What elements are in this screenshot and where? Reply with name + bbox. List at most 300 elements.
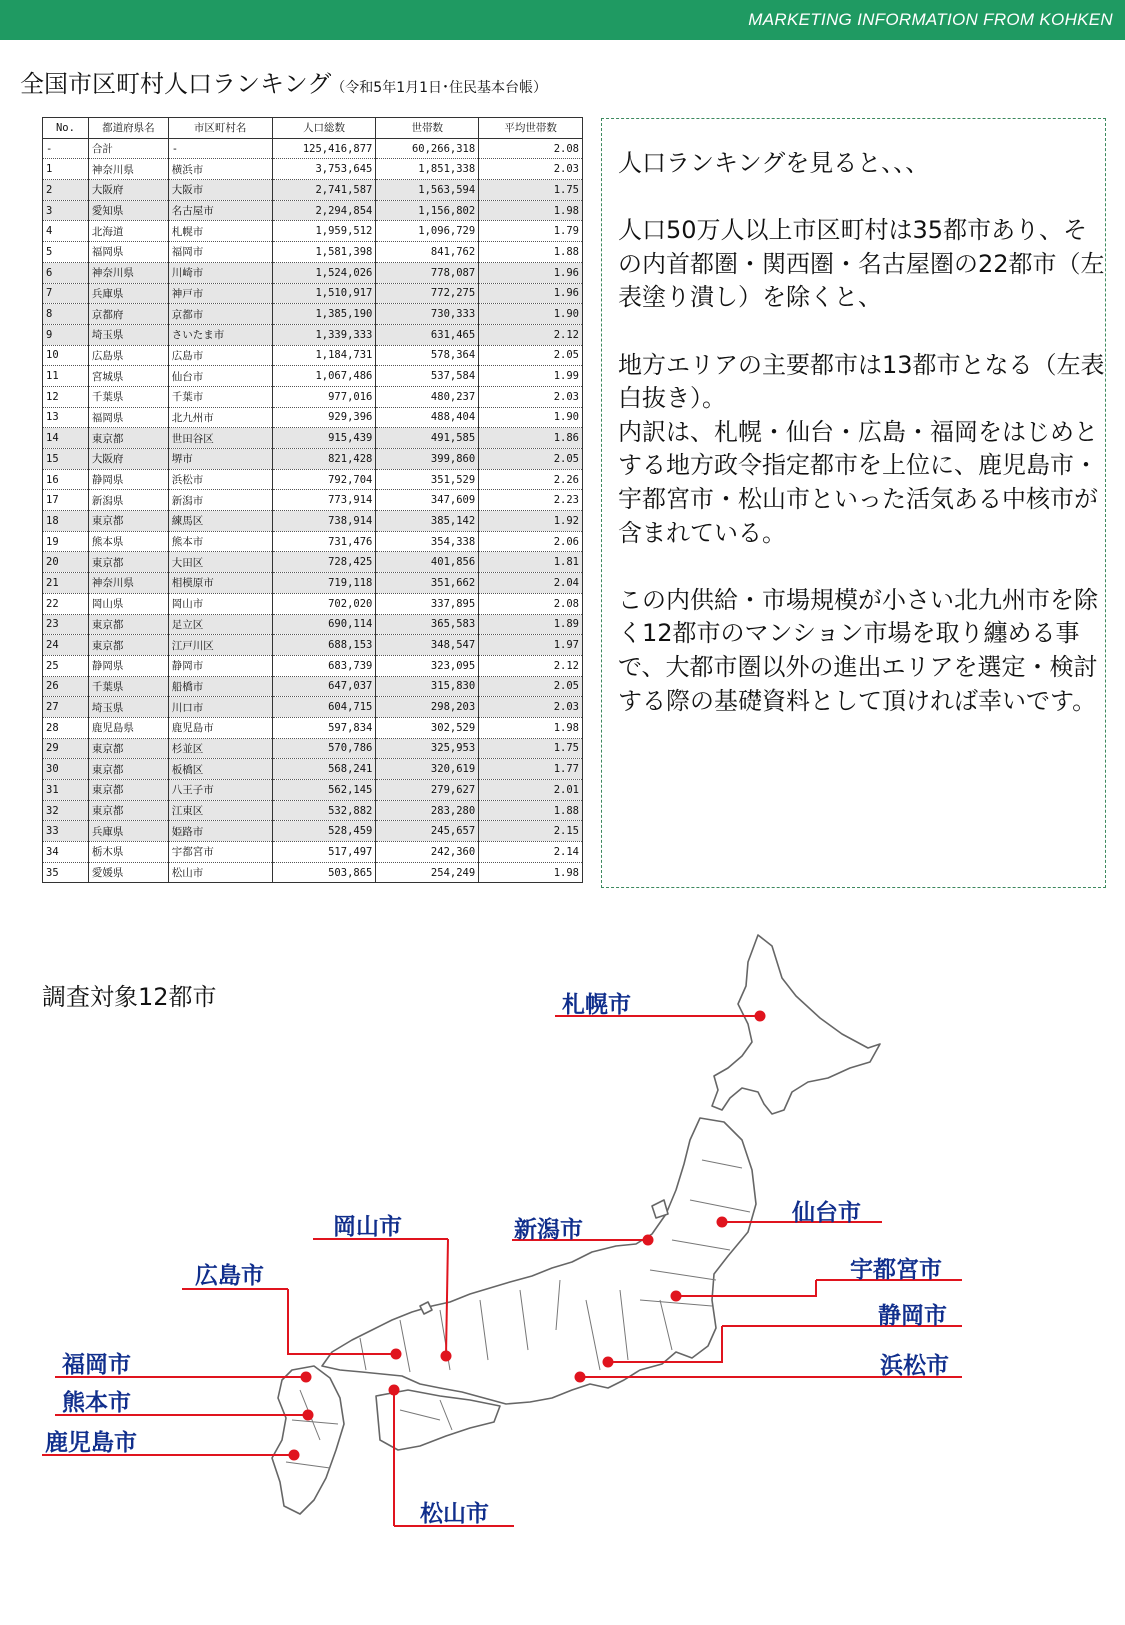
table-cell: 1.88 xyxy=(479,242,583,263)
table-cell: 337,895 xyxy=(376,593,479,614)
sado-island-shape xyxy=(652,1200,668,1218)
table-cell: 578,364 xyxy=(376,345,479,366)
table-row xyxy=(43,738,583,759)
table-row xyxy=(43,469,583,490)
table-cell: 岡山市 xyxy=(168,593,272,614)
table-cell: 千葉市 xyxy=(168,386,272,407)
table-cell: 堺市 xyxy=(168,449,272,470)
table-cell: 熊本市 xyxy=(168,531,272,552)
table-cell: 1.96 xyxy=(479,262,583,283)
column-header: 都道府県名 xyxy=(88,118,168,139)
table-cell: 35 xyxy=(43,862,89,883)
table-row xyxy=(43,490,583,511)
city-marker xyxy=(575,1372,586,1383)
table-cell: 神奈川県 xyxy=(88,573,168,594)
table-cell: 23 xyxy=(43,614,89,635)
table-cell: 929,396 xyxy=(272,407,376,428)
table-cell: 1,339,333 xyxy=(272,324,376,345)
city-label: 静岡市 xyxy=(878,1303,947,1329)
table-cell: 325,953 xyxy=(376,738,479,759)
table-cell: 14 xyxy=(43,428,89,449)
table-cell: 1,510,917 xyxy=(272,283,376,304)
column-header: No. xyxy=(43,118,89,139)
table-cell: 8 xyxy=(43,304,89,325)
table-cell: 15 xyxy=(43,449,89,470)
table-cell: 568,241 xyxy=(272,759,376,780)
table-cell: 1,851,338 xyxy=(376,159,479,180)
table-row xyxy=(43,180,583,201)
city-label: 熊本市 xyxy=(62,1390,131,1416)
table-cell: 世田谷区 xyxy=(168,428,272,449)
table-cell: 1.98 xyxy=(479,717,583,738)
table-cell: 778,087 xyxy=(376,262,479,283)
table-cell: 2.03 xyxy=(479,386,583,407)
city-marker xyxy=(717,1217,728,1228)
table-cell: 2.12 xyxy=(479,655,583,676)
table-cell: 岡山県 xyxy=(88,593,168,614)
table-cell: 351,529 xyxy=(376,469,479,490)
table-cell: 東京都 xyxy=(88,428,168,449)
table-cell: 517,497 xyxy=(272,842,376,863)
table-row xyxy=(43,345,583,366)
table-cell: 11 xyxy=(43,366,89,387)
commentary-paragraph: 人口50万人以上市区町村は35都市あり、その内首都圏・関西圏・名古屋圏の22都市（左表塗り潰し）を除くと、 xyxy=(618,216,1105,312)
table-cell: 広島市 xyxy=(168,345,272,366)
city-label: 浜松市 xyxy=(880,1353,949,1379)
table-row xyxy=(43,511,583,532)
table-cell: 7 xyxy=(43,283,89,304)
table-cell: 兵庫県 xyxy=(88,821,168,842)
city-marker xyxy=(755,1011,766,1022)
japan-map xyxy=(0,900,1125,1625)
table-cell: 愛媛県 xyxy=(88,862,168,883)
table-cell: 365,583 xyxy=(376,614,479,635)
table-cell: 348,547 xyxy=(376,635,479,656)
table-row xyxy=(43,697,583,718)
table-cell: 横浜市 xyxy=(168,159,272,180)
table-row xyxy=(43,759,583,780)
table-cell: 9 xyxy=(43,324,89,345)
table-cell: 船橋市 xyxy=(168,676,272,697)
table-cell: 浜松市 xyxy=(168,469,272,490)
table-row xyxy=(43,242,583,263)
table-cell: 562,145 xyxy=(272,780,376,801)
table-row xyxy=(43,614,583,635)
table-cell: 315,830 xyxy=(376,676,479,697)
table-row xyxy=(43,366,583,387)
table-cell: 60,266,318 xyxy=(376,138,479,159)
table-cell: 320,619 xyxy=(376,759,479,780)
table-cell: 537,584 xyxy=(376,366,479,387)
table-cell: 22 xyxy=(43,593,89,614)
table-cell: 13 xyxy=(43,407,89,428)
table-cell: 2.15 xyxy=(479,821,583,842)
table-cell: 1.75 xyxy=(479,738,583,759)
table-cell: 兵庫県 xyxy=(88,283,168,304)
table-row xyxy=(43,593,583,614)
table-row xyxy=(43,573,583,594)
city-label: 鹿児島市 xyxy=(45,1430,137,1456)
table-cell: 福岡県 xyxy=(88,407,168,428)
table-cell: 東京都 xyxy=(88,614,168,635)
table-cell: 名古屋市 xyxy=(168,200,272,221)
table-cell: 690,114 xyxy=(272,614,376,635)
table-cell: 静岡県 xyxy=(88,469,168,490)
table-cell: 杉並区 xyxy=(168,738,272,759)
table-cell: 647,037 xyxy=(272,676,376,697)
table-cell: 広島県 xyxy=(88,345,168,366)
table-cell: 33 xyxy=(43,821,89,842)
table-row xyxy=(43,386,583,407)
table-cell: 10 xyxy=(43,345,89,366)
table-cell: 熊本県 xyxy=(88,531,168,552)
page-title-main: 全国市区町村人口ランキング xyxy=(20,70,332,98)
city-marker xyxy=(671,1291,682,1302)
table-cell: 1.79 xyxy=(479,221,583,242)
city-label: 札幌市 xyxy=(562,992,631,1018)
table-row xyxy=(43,635,583,656)
table-cell: 354,338 xyxy=(376,531,479,552)
table-cell: 17 xyxy=(43,490,89,511)
table-cell: 323,095 xyxy=(376,655,479,676)
table-cell: 新潟市 xyxy=(168,490,272,511)
city-marker xyxy=(389,1385,400,1396)
table-header-row xyxy=(43,118,583,139)
table-cell: 399,860 xyxy=(376,449,479,470)
table-cell: 631,465 xyxy=(376,324,479,345)
table-cell: 245,657 xyxy=(376,821,479,842)
table-cell: 2.23 xyxy=(479,490,583,511)
table-cell: 604,715 xyxy=(272,697,376,718)
table-cell: 京都市 xyxy=(168,304,272,325)
table-cell: 503,865 xyxy=(272,862,376,883)
city-label: 岡山市 xyxy=(333,1214,402,1240)
table-cell: 1,184,731 xyxy=(272,345,376,366)
table-cell: 2.14 xyxy=(479,842,583,863)
table-cell: 1,563,594 xyxy=(376,180,479,201)
table-row xyxy=(43,200,583,221)
table-row xyxy=(43,676,583,697)
table-cell: 神奈川県 xyxy=(88,262,168,283)
table-cell: 栃木県 xyxy=(88,842,168,863)
table-cell: 401,856 xyxy=(376,552,479,573)
city-label: 宇都宮市 xyxy=(850,1257,942,1283)
table-cell: 719,118 xyxy=(272,573,376,594)
table-cell: 2.04 xyxy=(479,573,583,594)
table-cell: 1,096,729 xyxy=(376,221,479,242)
commentary-paragraph: 内訳は、札幌・仙台・広島・福岡をはじめとする地方政令指定都市を上位に、鹿児島市・宇都宮市・松山市といった活気ある中核市が含まれている。 xyxy=(618,417,1098,547)
column-header: 平均世帯数 xyxy=(479,118,583,139)
table-cell: 1.77 xyxy=(479,759,583,780)
table-cell: 34 xyxy=(43,842,89,863)
table-cell: 730,333 xyxy=(376,304,479,325)
table-cell: 1.96 xyxy=(479,283,583,304)
table-cell: 1,959,512 xyxy=(272,221,376,242)
table-cell: 3,753,645 xyxy=(272,159,376,180)
table-cell: 1.98 xyxy=(479,862,583,883)
table-cell: 731,476 xyxy=(272,531,376,552)
table-cell: 773,914 xyxy=(272,490,376,511)
table-row xyxy=(43,304,583,325)
table-cell: 728,425 xyxy=(272,552,376,573)
table-row xyxy=(43,800,583,821)
table-cell: 1 xyxy=(43,159,89,180)
table-cell: 2.05 xyxy=(479,449,583,470)
table-cell: 2 xyxy=(43,180,89,201)
city-label: 新潟市 xyxy=(514,1217,583,1243)
table-cell: - xyxy=(168,138,272,159)
table-cell: 東京都 xyxy=(88,738,168,759)
city-label: 松山市 xyxy=(420,1501,489,1527)
table-cell: 385,142 xyxy=(376,511,479,532)
table-cell: 新潟県 xyxy=(88,490,168,511)
table-cell: 28 xyxy=(43,717,89,738)
table-cell: 八王子市 xyxy=(168,780,272,801)
table-cell: 合計 xyxy=(88,138,168,159)
page-title xyxy=(20,64,547,99)
table-cell: 283,280 xyxy=(376,800,479,821)
hokkaido-shape xyxy=(712,935,880,1114)
table-cell: 32 xyxy=(43,800,89,821)
table-cell: 江東区 xyxy=(168,800,272,821)
city-label: 仙台市 xyxy=(792,1200,861,1226)
map-heading: 調査対象12都市 xyxy=(42,983,217,1011)
table-cell: 242,360 xyxy=(376,842,479,863)
table-cell: 大阪市 xyxy=(168,180,272,201)
table-cell: 1.92 xyxy=(479,511,583,532)
table-cell: 1.89 xyxy=(479,614,583,635)
column-header: 人口総数 xyxy=(272,118,376,139)
city-marker xyxy=(303,1410,314,1421)
table-cell: 12 xyxy=(43,386,89,407)
table-cell: 1.90 xyxy=(479,304,583,325)
table-cell: 528,459 xyxy=(272,821,376,842)
kyushu-shape xyxy=(272,1366,344,1514)
table-cell: 298,203 xyxy=(376,697,479,718)
table-cell: 772,275 xyxy=(376,283,479,304)
table-cell: 鹿児島市 xyxy=(168,717,272,738)
table-cell: 29 xyxy=(43,738,89,759)
table-cell: 3 xyxy=(43,200,89,221)
table-cell: 江戸川区 xyxy=(168,635,272,656)
table-cell: 19 xyxy=(43,531,89,552)
table-cell: 千葉県 xyxy=(88,676,168,697)
city-marker xyxy=(643,1235,654,1246)
commentary-paragraph: この内供給・市場規模が小さい北九州市を除く12都市のマンション市場を取り纏める事で、大都市圏以外の進出エリアを選定・検討する際の基礎資料として頂ければ幸いです。 xyxy=(618,585,1098,715)
header-text: MARKETING INFORMATION FROM KOHKEN xyxy=(748,10,1113,29)
table-cell: 279,627 xyxy=(376,780,479,801)
table-cell: 125,416,877 xyxy=(272,138,376,159)
table-row xyxy=(43,780,583,801)
column-header: 世帯数 xyxy=(376,118,479,139)
table-cell: 1.90 xyxy=(479,407,583,428)
table-cell: 愛知県 xyxy=(88,200,168,221)
table-row xyxy=(43,221,583,242)
city-marker xyxy=(289,1450,300,1461)
table-cell: 福岡市 xyxy=(168,242,272,263)
table-cell: 2.26 xyxy=(479,469,583,490)
table-row xyxy=(43,531,583,552)
table-cell: - xyxy=(43,138,89,159)
table-cell: 松山市 xyxy=(168,862,272,883)
table-cell: 埼玉県 xyxy=(88,324,168,345)
table-row xyxy=(43,717,583,738)
table-cell: 597,834 xyxy=(272,717,376,738)
table-cell: 東京都 xyxy=(88,800,168,821)
table-cell: 京都府 xyxy=(88,304,168,325)
table-cell: 688,153 xyxy=(272,635,376,656)
table-cell: 2.08 xyxy=(479,593,583,614)
table-cell: 仙台市 xyxy=(168,366,272,387)
table-cell: 977,016 xyxy=(272,386,376,407)
commentary-paragraph: 地方エリアの主要都市は13都市となる（左表白抜き）。 xyxy=(618,350,1105,413)
table-row xyxy=(43,407,583,428)
table-cell: 18 xyxy=(43,511,89,532)
table-cell: 21 xyxy=(43,573,89,594)
table-cell: 2.05 xyxy=(479,676,583,697)
table-cell: 大阪府 xyxy=(88,180,168,201)
table-cell: 30 xyxy=(43,759,89,780)
table-cell: 鹿児島県 xyxy=(88,717,168,738)
table-cell: 2,741,587 xyxy=(272,180,376,201)
table-row xyxy=(43,283,583,304)
table-cell: 2.01 xyxy=(479,780,583,801)
table-cell: 2.03 xyxy=(479,159,583,180)
table-cell: 大田区 xyxy=(168,552,272,573)
table-cell: 792,704 xyxy=(272,469,376,490)
table-cell: 練馬区 xyxy=(168,511,272,532)
table-cell: さいたま市 xyxy=(168,324,272,345)
table-cell: 1,581,398 xyxy=(272,242,376,263)
table-cell: 福岡県 xyxy=(88,242,168,263)
table-cell: 東京都 xyxy=(88,552,168,573)
table-row xyxy=(43,655,583,676)
table-cell: 1.81 xyxy=(479,552,583,573)
city-label: 広島市 xyxy=(195,1263,264,1289)
table-cell: 302,529 xyxy=(376,717,479,738)
table-cell: 北海道 xyxy=(88,221,168,242)
table-row xyxy=(43,862,583,883)
table-cell: 1.75 xyxy=(479,180,583,201)
table-cell: 20 xyxy=(43,552,89,573)
table-cell: 大阪府 xyxy=(88,449,168,470)
table-cell: 16 xyxy=(43,469,89,490)
table-cell: 1,524,026 xyxy=(272,262,376,283)
table-cell: 千葉県 xyxy=(88,386,168,407)
table-cell: 2.06 xyxy=(479,531,583,552)
commentary-paragraph: 人口ランキングを見ると、、、 xyxy=(618,149,930,177)
table-cell: 683,739 xyxy=(272,655,376,676)
table-row xyxy=(43,428,583,449)
table-cell: 738,914 xyxy=(272,511,376,532)
table-cell: 25 xyxy=(43,655,89,676)
table-cell: 841,762 xyxy=(376,242,479,263)
city-marker xyxy=(301,1372,312,1383)
table-cell: 491,585 xyxy=(376,428,479,449)
table-cell: 480,237 xyxy=(376,386,479,407)
table-cell: 5 xyxy=(43,242,89,263)
table-cell: 254,249 xyxy=(376,862,479,883)
table-cell: 532,882 xyxy=(272,800,376,821)
table-cell: 1,156,802 xyxy=(376,200,479,221)
table-cell: 札幌市 xyxy=(168,221,272,242)
table-cell: 570,786 xyxy=(272,738,376,759)
city-marker xyxy=(603,1357,614,1368)
table-cell: 神戸市 xyxy=(168,283,272,304)
table-cell: 2.12 xyxy=(479,324,583,345)
table-row xyxy=(43,842,583,863)
table-row xyxy=(43,821,583,842)
table-cell: 4 xyxy=(43,221,89,242)
population-ranking-table xyxy=(42,117,583,883)
table-cell: 静岡県 xyxy=(88,655,168,676)
table-row xyxy=(43,138,583,159)
table-cell: 東京都 xyxy=(88,759,168,780)
table-cell: 6 xyxy=(43,262,89,283)
table-cell: 1.86 xyxy=(479,428,583,449)
table-cell: 宮城県 xyxy=(88,366,168,387)
table-cell: 702,020 xyxy=(272,593,376,614)
table-cell: 1,385,190 xyxy=(272,304,376,325)
table-cell: 347,609 xyxy=(376,490,479,511)
table-cell: 1,067,486 xyxy=(272,366,376,387)
table-cell: 東京都 xyxy=(88,511,168,532)
city-marker xyxy=(441,1351,452,1362)
table-row xyxy=(43,449,583,470)
table-cell: 2.03 xyxy=(479,697,583,718)
table-cell: 1.98 xyxy=(479,200,583,221)
table-cell: 静岡市 xyxy=(168,655,272,676)
table-cell: 27 xyxy=(43,697,89,718)
table-cell: 31 xyxy=(43,780,89,801)
table-cell: 足立区 xyxy=(168,614,272,635)
table-row xyxy=(43,159,583,180)
table-cell: 1.97 xyxy=(479,635,583,656)
table-cell: 351,662 xyxy=(376,573,479,594)
table-row xyxy=(43,552,583,573)
table-cell: 神奈川県 xyxy=(88,159,168,180)
table-cell: 川崎市 xyxy=(168,262,272,283)
table-cell: 2.05 xyxy=(479,345,583,366)
city-marker xyxy=(391,1349,402,1360)
table-cell: 東京都 xyxy=(88,635,168,656)
table-row xyxy=(43,262,583,283)
table-cell: 東京都 xyxy=(88,780,168,801)
table-cell: 915,439 xyxy=(272,428,376,449)
table-row xyxy=(43,324,583,345)
table-cell: 1.99 xyxy=(479,366,583,387)
page-title-sub: （令和5年1月1日･住民基本台帳） xyxy=(331,80,548,96)
table-cell: 2.08 xyxy=(479,138,583,159)
commentary-box xyxy=(601,118,1106,888)
table-cell: 姫路市 xyxy=(168,821,272,842)
table-cell: 埼玉県 xyxy=(88,697,168,718)
city-label: 福岡市 xyxy=(62,1352,131,1378)
table-cell: 相模原市 xyxy=(168,573,272,594)
column-header: 市区町村名 xyxy=(168,118,272,139)
table-cell: 2,294,854 xyxy=(272,200,376,221)
table-cell: 821,428 xyxy=(272,449,376,470)
table-cell: 板橋区 xyxy=(168,759,272,780)
table-cell: 宇都宮市 xyxy=(168,842,272,863)
table-cell: 1.88 xyxy=(479,800,583,821)
table-cell: 488,404 xyxy=(376,407,479,428)
table-cell: 北九州市 xyxy=(168,407,272,428)
header-bar xyxy=(0,0,1125,40)
table-cell: 川口市 xyxy=(168,697,272,718)
table-cell: 24 xyxy=(43,635,89,656)
table-cell: 26 xyxy=(43,676,89,697)
